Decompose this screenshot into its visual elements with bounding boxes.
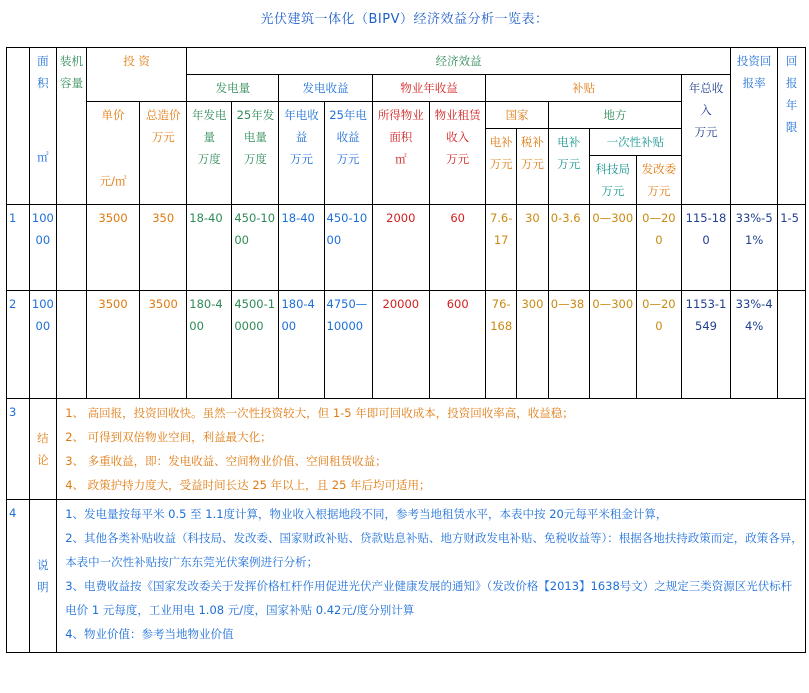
header-gen-25-label: 25年发电量 (236, 108, 275, 144)
row-unit-price: 3500 (86, 291, 139, 399)
header-income-25 (324, 102, 372, 205)
row-annual-total: 115-180 (681, 205, 730, 291)
row-elec-subsidy: 76-168 (486, 291, 517, 399)
explanation-label: 说明 (29, 500, 57, 653)
header-area (29, 48, 57, 205)
header-property-rent-unit: 万元 (446, 152, 470, 166)
row-area: 10000 (29, 291, 57, 399)
header-gen-25 (232, 102, 279, 205)
header-income-25-unit: 万元 (336, 152, 360, 166)
header-ndrc-unit: 万元 (647, 184, 671, 198)
header-subsidy: 补贴 (486, 75, 682, 102)
header-tax-subsidy (517, 129, 549, 205)
row-local-elec: 0—38 (548, 291, 589, 399)
list-item: 2、其他各类补贴收益（科技局、发改委、国家财政补贴、贷款贴息补贴、地方财政发电补贴、免税收益等）：根据各地扶持政策而定，政策各异，本表中一次性补贴按广东东莞光伏案例进行分析； (65, 531, 803, 569)
conclusion-row (7, 399, 806, 500)
header-generation: 发电量 (187, 75, 279, 102)
row-ndrc: 0—200 (636, 205, 681, 291)
row-annual-income: 180-400 (279, 291, 324, 399)
header-economic-benefit: 经济效益 (187, 48, 731, 75)
row-ndrc: 0—200 (636, 291, 681, 399)
row-roi: 33%-51% (731, 205, 778, 291)
list-item: 3、电费收益按《国家发改委关于发挥价格杠杆作用促进光伏产业健康发展的通知》（发改价格【2013】1638号文）之规定三类资源区光伏标杆电价 1 元每度，工业用电 1.08 元/度，国家补贴 0.42元/度分别计算 (65, 579, 793, 617)
row-elec-subsidy: 7.6-17 (486, 205, 517, 291)
header-capacity: 装机容量 (57, 48, 87, 205)
header-total-cost-unit: 万元 (151, 130, 175, 144)
header-unit-price (86, 102, 139, 205)
row-unit-price: 3500 (86, 205, 139, 291)
conclusion-index: 3 (7, 399, 30, 500)
header-annual-total-unit: 万元 (694, 125, 718, 139)
row-annual-total: 1153-1549 (681, 291, 730, 399)
row-tax-subsidy: 300 (517, 291, 549, 399)
row-annual-income: 18-40 (279, 205, 324, 291)
header-investment: 投 资 (86, 48, 186, 102)
row-property-rent: 60 (430, 205, 486, 291)
header-elec-subsidy-label: 电补 (489, 135, 513, 149)
row-index: 2 (7, 291, 30, 399)
header-annual-gen-label: 年发电量 (192, 108, 227, 144)
row-tech-bureau: 0—300 (589, 291, 636, 399)
row-annual-gen: 180-400 (187, 291, 232, 399)
header-one-time: 一次性补贴 (589, 129, 681, 156)
list-item: 2、 可得到双倍物业空间，利益最大化； (65, 430, 272, 444)
header-tech-bureau (589, 156, 636, 205)
list-item: 4、物业价值：参考当地物业价值 (65, 627, 234, 641)
row-annual-gen: 18-40 (187, 205, 232, 291)
row-income-25: 4750—10000 (324, 291, 372, 399)
page-title: 光伏建筑一体化（BIPV）经济效益分析一览表： (260, 12, 549, 27)
header-property-area (372, 102, 429, 205)
row-index: 1 (7, 205, 30, 291)
economic-analysis-table (6, 47, 806, 653)
row-capacity (57, 291, 87, 399)
header-gen-25-unit: 万度 (243, 152, 267, 166)
table-row (7, 291, 806, 399)
header-ndrc (636, 156, 681, 205)
header-annual-total (681, 75, 730, 205)
row-payback (778, 291, 806, 399)
header-property-area-label: 所得物业面积 (377, 108, 424, 144)
header-local-elec (548, 129, 589, 205)
row-total-cost: 350 (140, 205, 187, 291)
header-property-area-unit: ㎡ (395, 152, 407, 166)
table-row (7, 205, 806, 291)
header-tech-bureau-unit: 万元 (601, 184, 625, 198)
header-roi: 投资回报率 (731, 48, 778, 205)
header-national: 国家 (486, 102, 548, 129)
header-area-label: 面积 (37, 54, 49, 90)
header-tech-bureau-label: 科技局 (595, 162, 631, 176)
header-index (7, 48, 30, 205)
row-gen-25: 450-1000 (232, 205, 279, 291)
header-property-rent-label: 物业租赁收入 (434, 108, 481, 144)
header-tax-subsidy-unit: 万元 (520, 157, 544, 171)
conclusion-text (57, 399, 806, 500)
header-annual-total-label: 年总收入 (688, 81, 724, 117)
header-income-25-label: 25年电收益 (329, 108, 367, 144)
row-total-cost: 3500 (140, 291, 187, 399)
header-gen-income: 发电收益 (279, 75, 372, 102)
row-property-rent: 600 (430, 291, 486, 399)
header-annual-income-unit: 万元 (289, 152, 313, 166)
header-total-cost-label: 总造价 (145, 108, 181, 122)
list-item: 1、 高回报，投资回收快。虽然一次性投资较大，但 1-5 年即可回收成本，投资回收率高，收益稳； (65, 406, 574, 420)
list-item: 4、 政策护持力度大，受益时间长达 25 年以上，且 25 年后均可适用； (65, 478, 431, 492)
row-payback: 1-5 (778, 205, 806, 291)
explanation-index: 4 (7, 500, 30, 653)
header-total-cost (140, 102, 187, 205)
header-tax-subsidy-label: 税补 (520, 135, 544, 149)
row-roi: 33%-44% (731, 291, 778, 399)
header-ndrc-label: 发改委 (641, 162, 677, 176)
explanation-text (57, 500, 806, 653)
explanation-row (7, 500, 806, 653)
list-item: 1、发电量按每平米 0.5 至 1.1度计算，物业收入根据地段不同，参考当地租赁水平，本表中按 20元每平米租金计算， (65, 507, 668, 521)
header-annual-income-label: 年电收益 (284, 108, 319, 144)
row-tech-bureau: 0—300 (589, 205, 636, 291)
conclusion-label: 结论 (29, 399, 57, 500)
header-unit-price-label: 单价 (101, 108, 125, 122)
header-annual-income (279, 102, 324, 205)
header-elec-subsidy-unit: 万元 (489, 157, 513, 171)
header-local-elec-label: 电补 (557, 135, 581, 149)
row-gen-25: 4500-10000 (232, 291, 279, 399)
row-income-25: 450-1000 (324, 205, 372, 291)
list-item: 3、 多重收益，即：发电收益、空间物业价值、空间租赁收益； (65, 454, 387, 468)
header-area-unit: ㎡ (37, 150, 49, 164)
header-unit-price-unit: 元/㎡ (99, 174, 127, 188)
header-payback: 回报年限 (778, 48, 806, 205)
header-property-rent (430, 102, 486, 205)
row-capacity (57, 205, 87, 291)
header-property-income: 物业年收益 (372, 75, 486, 102)
header-annual-gen-unit: 万度 (197, 152, 221, 166)
row-area: 10000 (29, 205, 57, 291)
row-local-elec: 0-3.6 (548, 205, 589, 291)
header-elec-subsidy (486, 129, 517, 205)
header-annual-gen (187, 102, 232, 205)
header-local: 地方 (548, 102, 681, 129)
header-local-elec-unit: 万元 (557, 157, 581, 171)
row-property-area: 20000 (372, 291, 429, 399)
row-tax-subsidy: 30 (517, 205, 549, 291)
row-property-area: 2000 (372, 205, 429, 291)
